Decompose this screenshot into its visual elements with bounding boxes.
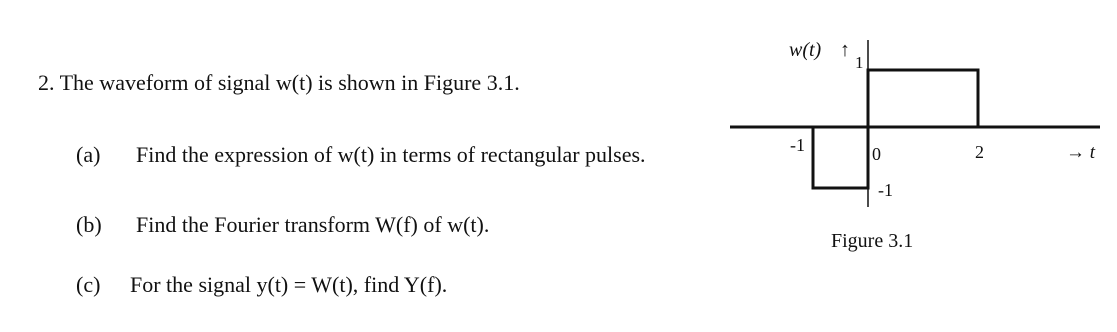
tick-neg1-label: -1 — [790, 135, 805, 155]
figure-caption: Figure 3.1 — [831, 230, 914, 252]
part-b-text: Find the Fourier transform W(f) of w(t). — [136, 212, 490, 237]
tick-0-label: 0 — [872, 144, 881, 164]
y-axis-label: w(t) — [789, 39, 822, 61]
part-c-label: (c) — [76, 272, 101, 297]
level-1-label: 1 — [855, 53, 864, 72]
level-neg1-label: -1 — [878, 180, 893, 200]
problem-title: 2. The waveform of signal w(t) is shown in Figure 3.1. — [38, 70, 520, 95]
t-axis-label: → t — [1066, 142, 1096, 163]
part-b-label: (b) — [76, 212, 102, 237]
y-axis-arrow: ↑ — [840, 39, 850, 61]
part-c-text: For the signal y(t) = W(t), find Y(f). — [130, 272, 448, 297]
part-a-label: (a) — [76, 142, 101, 167]
waveform-trace — [813, 70, 978, 188]
tick-2-label: 2 — [975, 142, 984, 162]
part-a-text: Find the expression of w(t) in terms of rectangular pulses. — [136, 142, 646, 167]
